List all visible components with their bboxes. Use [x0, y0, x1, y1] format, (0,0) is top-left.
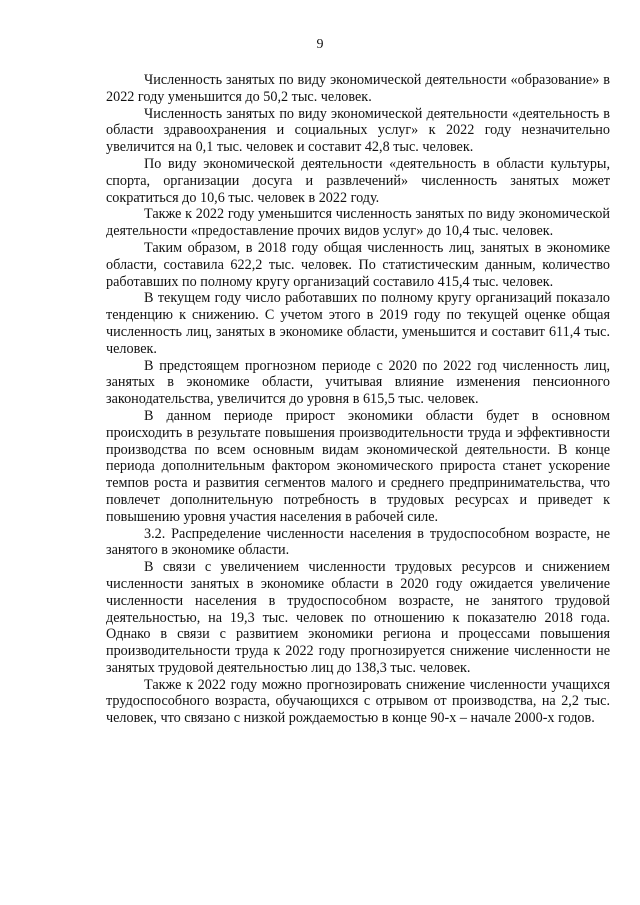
paragraph-unemployed-working-age: В связи с увеличением численности трудовых ресурсов и снижением численности занятых в экономике области в 2020 году ожидается увеличение численности населения в трудоспособном возрасте, не занятого трудовой деятельностью, на 19,3 тыс. человек по отношению к показателю 2018 года. Однако в связи с развитием экономики региона и процессами повышения производительности труда к 2022 году прогнозируется снижение численности не занятых трудовой деятельностью лиц до 138,3 тыс. человек.	[106, 559, 610, 676]
paragraph-students-forecast: Также к 2022 году можно прогнозировать снижение численности учащихся трудоспособного возраста, обучающихся с отрывом от производства, на 2,2 тыс. человек, что связано с низкой рождаемостью в конце 90-х – начале 2000-х годов.	[106, 676, 610, 727]
paragraph-total-employment-2018: Таким образом, в 2018 году общая численность лиц, занятых в экономике области, составила 622,2 тыс. человек. По статистическим данным, количество работавших по полному кругу организаций составило 415,4 тыс. человек.	[106, 239, 610, 290]
paragraph-economic-growth: В данном периоде прирост экономики области будет в основном происходить в результате повышения производительности труда и эффективности производства по всем основным видам экономической деятельности. В конце периода дополнительным фактором экономического прироста станет ускорение темпов роста и развития сегментов малого и среднего предпринимательства, что повлечет дополнительную потребность в трудовых ресурсах и приведет к повышению уровня участия населения в рабочей силе.	[106, 407, 610, 525]
section-heading-3-2: 3.2. Распределение численности населения в трудоспособном возрасте, не занятого в экономике области.	[106, 525, 610, 559]
paragraph-forecast-2020-2022: В предстоящем прогнозном периоде с 2020 по 2022 год численность лиц, занятых в экономике области, учитывая влияние изменения пенсионного законодательства, увеличится до уровня в 615,5 тыс. человек.	[106, 357, 610, 408]
paragraph-culture-employment: По виду экономической деятельности «деятельность в области культуры, спорта, организации досуга и развлечений» численность занятых может сократиться до 10,6 тыс. человек в 2022 году.	[106, 155, 610, 206]
paragraph-healthcare-employment: Численность занятых по виду экономической деятельности «деятельность в области здравоохранения и социальных услуг» к 2022 году незначительно увеличится на 0,1 тыс. человек и составит 42,8 тыс. человек.	[106, 105, 610, 156]
document-body	[106, 72, 610, 727]
page-number: 9	[316, 37, 324, 52]
paragraph-other-services-employment: Также к 2022 году уменьшится численность занятых по виду экономической деятельности «предоставление прочих видов услуг» до 10,4 тыс. человек.	[106, 206, 610, 240]
paragraph-employment-2019: В текущем году число работавших по полному кругу организаций показало тенденцию к снижению. С учетом этого в 2019 году по текущей оценке общая численность лиц, занятых в экономике области, уменьшится и составит 611,4 тыс. человек.	[106, 290, 610, 357]
paragraph-education-employment: Численность занятых по виду экономической деятельности «образование» в 2022 году уменьшится до 50,2 тыс. человек.	[106, 72, 610, 105]
